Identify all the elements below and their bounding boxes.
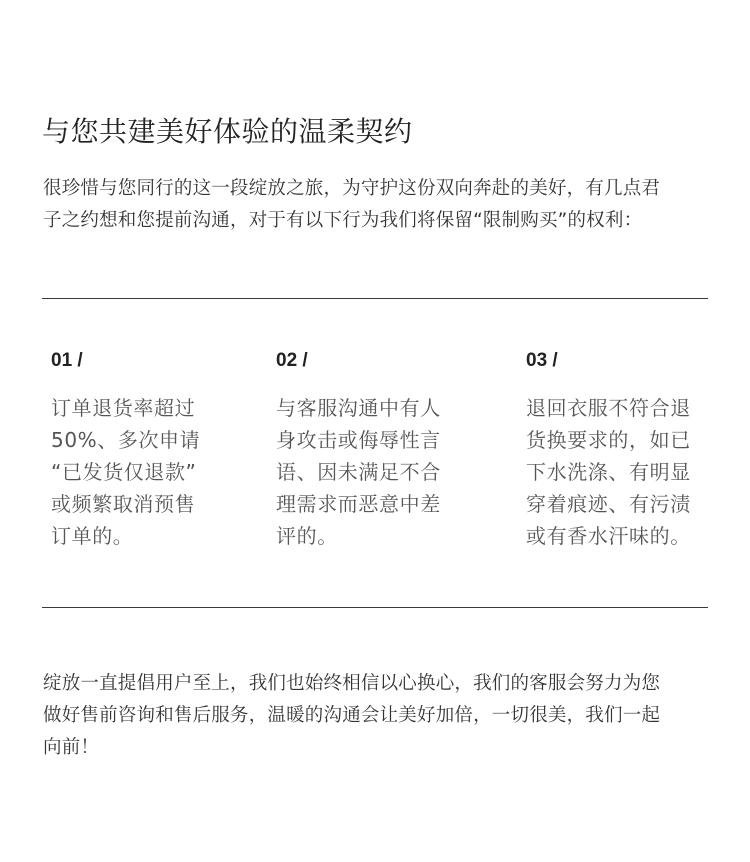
rule-item-03 [526, 348, 691, 552]
rule-line: 评的。 [276, 524, 338, 548]
rule-line: 退回衣服不符合退 [526, 396, 691, 420]
rule-line: 或有香水汗味的。 [526, 524, 691, 548]
rule-number: 01 / [51, 350, 83, 371]
rule-line: “已发货仅退款” [51, 460, 197, 484]
rule-line: 订单退货率超过 [51, 396, 196, 420]
rule-line: 身攻击或侮辱性言 [276, 428, 441, 452]
rule-number: 02 / [276, 350, 308, 371]
intro-paragraph [43, 173, 711, 237]
rule-line: 或频繁取消预售 [51, 492, 196, 516]
rule-line: 穿着痕迹、有污渍 [526, 492, 691, 516]
outro-line: 绽放一直提倡用户至上，我们也始终相信以心换心，我们的客服会努力为您 [43, 673, 661, 694]
outro-line: 向前！ [43, 737, 100, 758]
outro-paragraph [43, 668, 711, 764]
rule-line: 下水洗涤、有明显 [526, 460, 691, 484]
rule-line: 理需求而恶意中差 [276, 492, 441, 516]
rule-description [51, 392, 201, 552]
rule-line: 订单的。 [51, 524, 134, 548]
rule-number: 03 / [526, 350, 558, 371]
page-title: 与您共建美好体验的温柔契约 [42, 115, 413, 148]
rule-line: 50%、多次申请 [51, 428, 201, 452]
rule-description [276, 392, 441, 552]
top-divider [42, 298, 708, 299]
outro-line: 做好售前咨询和售后服务，温暖的沟通会让美好加倍，一切很美，我们一起 [43, 705, 661, 726]
rule-line: 与客服沟通中有人 [276, 396, 441, 420]
rule-line: 货换要求的，如已 [526, 428, 691, 452]
bottom-divider [42, 607, 708, 608]
rule-item-01 [51, 348, 201, 552]
intro-line: 很珍惜与您同行的这一段绽放之旅，为守护这份双向奔赴的美好，有几点君 [43, 178, 661, 199]
intro-line: 子之约想和您提前沟通，对于有以下行为我们将保留“限制购买”的权利： [43, 210, 643, 231]
rule-description [526, 392, 691, 552]
rule-line: 语、因未满足不合 [276, 460, 441, 484]
rule-item-02 [276, 348, 441, 552]
